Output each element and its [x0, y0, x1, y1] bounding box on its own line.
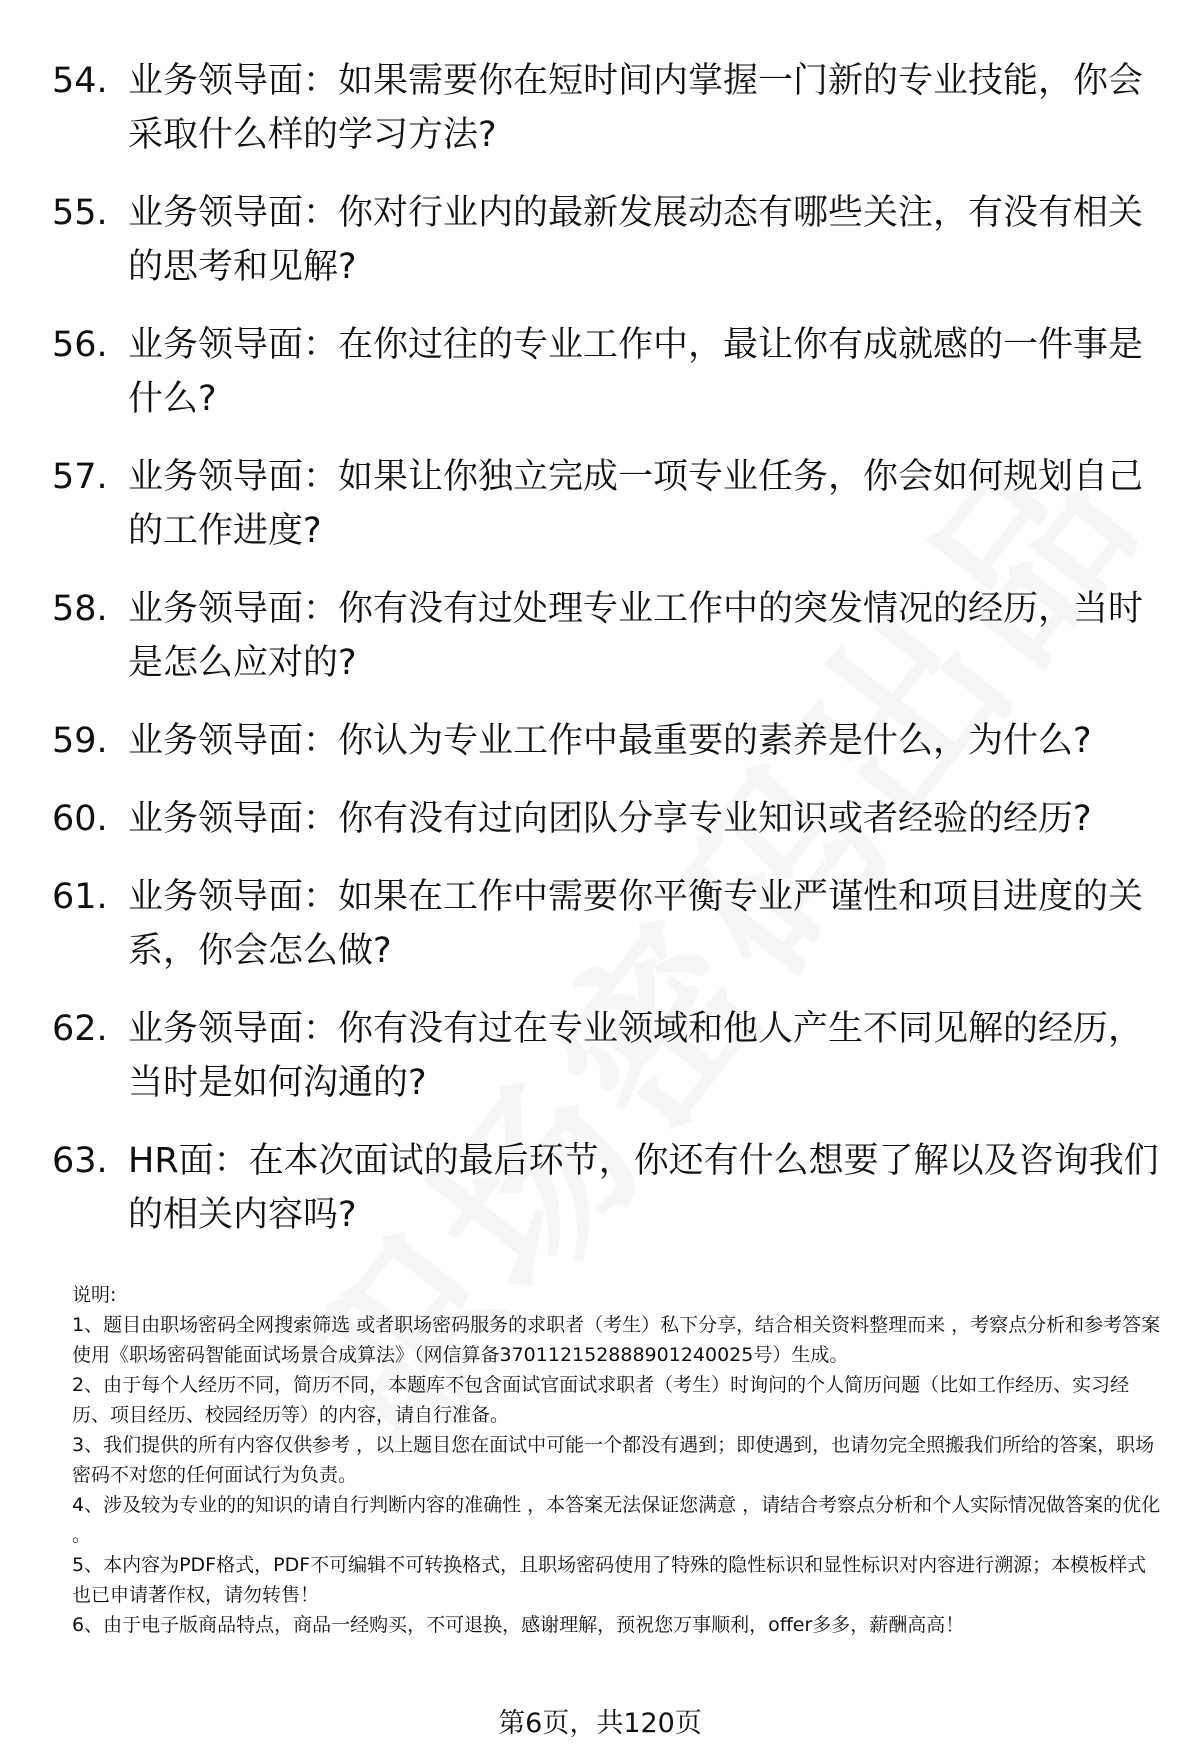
question-text: 业务领导面：你有没有过向团队分享专业知识或者经验的经历? — [128, 799, 1092, 839]
question-text: 业务领导面：在你过往的专业工作中，最让你有成就感的一件事是什么? — [128, 325, 1144, 419]
question-item — [52, 792, 1162, 846]
note-item: 5、本内容为PDF格式，PDF不可编辑不可转换格式，且职场密码使用了特殊的隐性标识和显性标识对内容进行溯源；本模板样式也已申请著作权，请勿转售！ — [72, 1554, 1147, 1606]
question-text: HR面：在本次面试的最后环节，你还有什么想要了解以及咨询我们的相关内容吗? — [128, 1141, 1159, 1235]
question-number: 59. — [52, 721, 108, 761]
question-text: 业务领导面：如果让你独立完成一项专业任务，你会如何规划自己的工作进度? — [128, 457, 1144, 551]
question-number: 61. — [52, 877, 108, 917]
question-item — [52, 450, 1162, 558]
question-item — [52, 186, 1162, 294]
question-number: 54. — [52, 61, 108, 101]
question-item — [52, 714, 1162, 768]
question-number: 60. — [52, 799, 108, 839]
question-number: 62. — [52, 1009, 108, 1049]
notes-title: 说明: — [72, 1284, 117, 1306]
question-number: 57. — [52, 457, 108, 497]
note-item: 4、涉及较为专业的的知识的请自行判断内容的准确性 ，本答案无法保证您满意 ，请结合考察点分析和个人实际情况做答案的优化 。 — [72, 1494, 1161, 1546]
note-item: 3、我们提供的所有内容仅供参考 ，以上题目您在面试中可能一个都没有遇到；即使遇到，也请勿完全照搬我们所给的答案，职场密码不对您的任何面试行为负责。 — [72, 1434, 1155, 1486]
notes-section — [72, 1280, 1162, 1640]
note-item: 2、由于每个人经历不同，简历不同，本题库不包含面试官面试求职者（考生）时询问的个人简历问题（比如工作经历、实习经历、项目经历、校园经历等）的内容，请自行准备。 — [72, 1374, 1130, 1426]
question-item — [52, 870, 1162, 978]
page-number: 第6页，共120页 — [498, 1708, 702, 1739]
question-text: 业务领导面：你有没有过处理专业工作中的突发情况的经历，当时是怎么应对的? — [128, 589, 1144, 683]
question-number: 58. — [52, 589, 108, 629]
question-text: 业务领导面：你有没有过在专业领域和他人产生不同见解的经历，当时是如何沟通的? — [128, 1009, 1144, 1103]
note-item: 6、由于电子版商品特点，商品一经购买，不可退换，感谢理解，预祝您万事顺利，offer多多，薪酬高高！ — [72, 1614, 965, 1636]
question-text: 业务领导面：如果在工作中需要你平衡专业严谨性和项目进度的关系，你会怎么做? — [128, 877, 1144, 971]
question-item — [52, 1134, 1162, 1242]
question-text: 业务领导面：如果需要你在短时间内掌握一门新的专业技能，你会采取什么样的学习方法? — [128, 61, 1144, 155]
question-item — [52, 54, 1162, 162]
question-text: 业务领导面：你对行业内的最新发展动态有哪些关注，有没有相关的思考和见解? — [128, 193, 1144, 287]
question-item — [52, 318, 1162, 426]
question-number: 56. — [52, 325, 108, 365]
question-text: 业务领导面：你认为专业工作中最重要的素养是什么，为什么? — [128, 721, 1092, 761]
note-item: 1、题目由职场密码全网搜索筛选 或者职场密码服务的求职者（考生）私下分享，结合相关资料整理而来 ，考察点分析和参考答案使用《职场密码智能面试场景合成算法》（网信算备370112152888901240025号）生成。 — [72, 1314, 1161, 1366]
question-item — [52, 1002, 1162, 1110]
question-number: 55. — [52, 193, 108, 233]
question-list — [52, 54, 1162, 1266]
question-item — [52, 582, 1162, 690]
question-number: 63. — [52, 1141, 108, 1181]
